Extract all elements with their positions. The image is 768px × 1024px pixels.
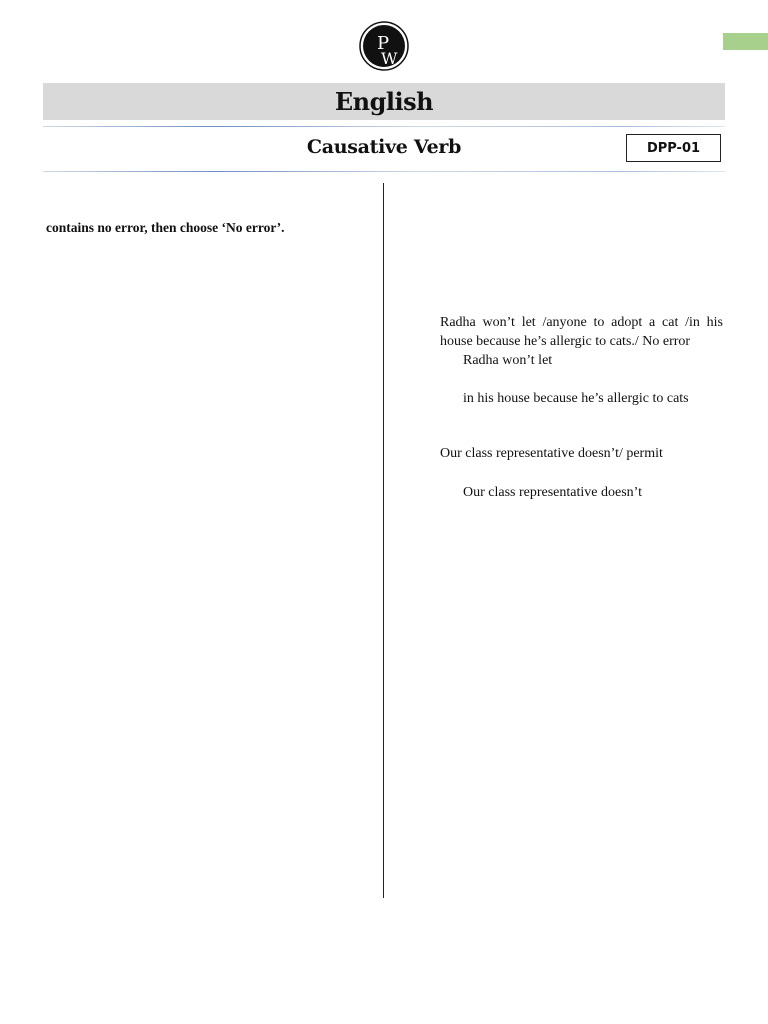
sheet-code-badge: DPP-01 [626, 134, 721, 162]
pw-logo [359, 18, 409, 74]
question-1-line-1: Radha won’t let /anyone to adopt a cat /in his [440, 315, 723, 330]
question-2-line-1: Our class representative doesn’t/ permit [440, 446, 663, 461]
question-1-option[interactable]: in his house because he’s allergic to cats [463, 391, 689, 406]
subject-header-bar [43, 83, 725, 120]
svg-text:P: P [377, 33, 390, 54]
svg-text:W: W [381, 49, 398, 68]
page-corner-tab [723, 33, 768, 50]
header-rule-bottom [43, 171, 725, 172]
topic-title: Causative Verb [306, 136, 462, 158]
header-rule-top [43, 126, 725, 127]
instruction-text: contains no error, then choose ‘No error’. [46, 220, 285, 235]
question-1-option[interactable]: Radha won’t let [463, 353, 553, 368]
question-1-line-2: house because he’s allergic to cats./ No error [440, 334, 691, 349]
question-2-option[interactable]: Our class representative doesn’t [463, 485, 642, 500]
column-divider [383, 183, 384, 898]
subject-title: English [334, 87, 434, 116]
